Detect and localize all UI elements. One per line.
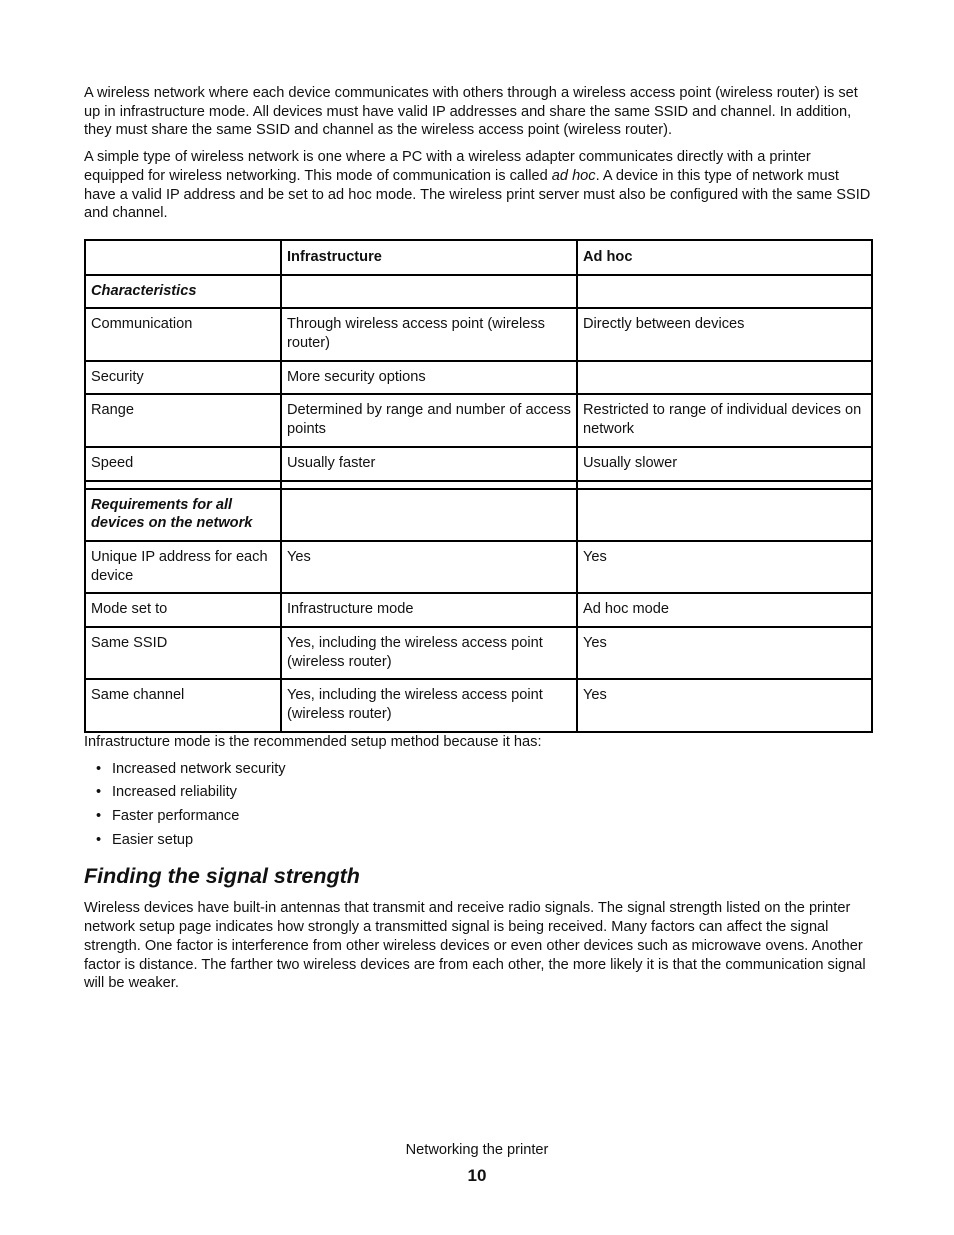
section-row-characteristics [85, 275, 872, 309]
adhoc-term: ad hoc [551, 167, 596, 184]
empty-cell [577, 275, 872, 309]
section-label-characteristics: Characteristics [85, 275, 281, 309]
row-label: Mode set to [85, 593, 281, 627]
spacer-cell [577, 481, 872, 489]
row-label: Same SSID [85, 627, 281, 679]
list-item [84, 783, 871, 802]
infrastructure-value: Yes [281, 541, 577, 593]
table-row [85, 679, 872, 731]
section-row-requirements [85, 489, 872, 541]
recommendation-lead: Infrastructure mode is the recommended setup method because it has: [84, 733, 542, 750]
page-content [84, 84, 871, 1001]
adhoc-value: Yes [577, 541, 872, 593]
adhoc-text-start: A simple type of wireless network is one where a PC with a wireless adapter communicates directly with a printer equipped for wireless networking. This mode of communication is called [84, 149, 811, 184]
bullet-icon: • [96, 784, 102, 801]
infrastructure-value: More security options [281, 361, 577, 395]
spacer-cell [85, 481, 281, 489]
infrastructure-value: Through wireless access point (wireless router) [281, 308, 577, 360]
infrastructure-value: Yes, including the wireless access point (wireless router) [281, 679, 577, 731]
intro-paragraph-infrastructure: A wireless network where each device communicates with others through a wireless access point (wireless router) is set up in infrastructure mode. All devices must have valid IP addresses and share the same SSID and channel. In addition, they must share the same SSID and channel as the wireless access point (wireless router). [84, 85, 858, 139]
row-label: Range [85, 394, 281, 446]
row-label: Speed [85, 447, 281, 481]
adhoc-value: Restricted to range of individual devices on network [577, 394, 872, 446]
section-label-requirements: Requirements for all devices on the network [85, 489, 281, 541]
list-item-text: Easier setup [112, 831, 194, 848]
header-cell-blank [85, 240, 281, 275]
row-label: Same channel [85, 679, 281, 731]
adhoc-value: Ad hoc mode [577, 593, 872, 627]
list-item [84, 760, 871, 779]
empty-cell [577, 489, 872, 541]
table-row [85, 627, 872, 679]
table-row [85, 308, 872, 360]
table-row [85, 447, 872, 481]
table-header-row [85, 240, 872, 275]
adhoc-value [577, 361, 872, 395]
intro-paragraph-adhoc [84, 148, 871, 223]
list-item [84, 807, 871, 826]
infrastructure-value: Usually faster [281, 447, 577, 481]
infrastructure-value: Infrastructure mode [281, 593, 577, 627]
infrastructure-value: Yes, including the wireless access point (wireless router) [281, 627, 577, 679]
empty-cell [281, 275, 577, 309]
spacer-cell [281, 481, 577, 489]
empty-cell [281, 489, 577, 541]
header-cell-infrastructure: Infrastructure [281, 240, 577, 275]
bullet-icon: • [96, 807, 102, 824]
adhoc-value: Directly between devices [577, 308, 872, 360]
adhoc-value: Yes [577, 679, 872, 731]
row-label: Communication [85, 308, 281, 360]
comparison-table [84, 239, 873, 733]
list-item-text: Increased network security [112, 760, 286, 777]
row-label: Unique IP address for each device [85, 541, 281, 593]
table-row [85, 541, 872, 593]
page-number: 10 [467, 1166, 487, 1185]
list-item-text: Faster performance [112, 807, 240, 824]
list-item [84, 831, 871, 850]
bullet-icon: • [96, 760, 102, 777]
benefits-list [84, 760, 871, 850]
row-label: Security [85, 361, 281, 395]
section-heading: Finding the signal strength [84, 864, 360, 889]
list-item-text: Increased reliability [112, 784, 237, 801]
adhoc-text-end: . A device in this type of network must have a valid IP address and be set to ad hoc mode. The wireless print server must also be configured with the same SSID and channel. [84, 167, 871, 222]
header-cell-adhoc: Ad hoc [577, 240, 872, 275]
adhoc-value: Usually slower [577, 447, 872, 481]
table-row [85, 593, 872, 627]
table-row [85, 361, 872, 395]
table-row [85, 394, 872, 446]
footer-section-title: Networking the printer [405, 1142, 549, 1158]
signal-strength-paragraph: Wireless devices have built-in antennas that transmit and receive radio signals. The signal strength listed on the printer network setup page indicates how strongly a transmitted signal is being received. Many factors can affect the signal strength. One factor is interference from other wireless devices or even other devices such as microwave ovens. Another factor is distance. The farther two wireless devices are from each other, the more likely it is that the communication signal will be weaker. [84, 900, 866, 992]
adhoc-value: Yes [577, 627, 872, 679]
spacer-row [85, 481, 872, 489]
infrastructure-value: Determined by range and number of access points [281, 394, 577, 446]
bullet-icon: • [96, 831, 102, 848]
